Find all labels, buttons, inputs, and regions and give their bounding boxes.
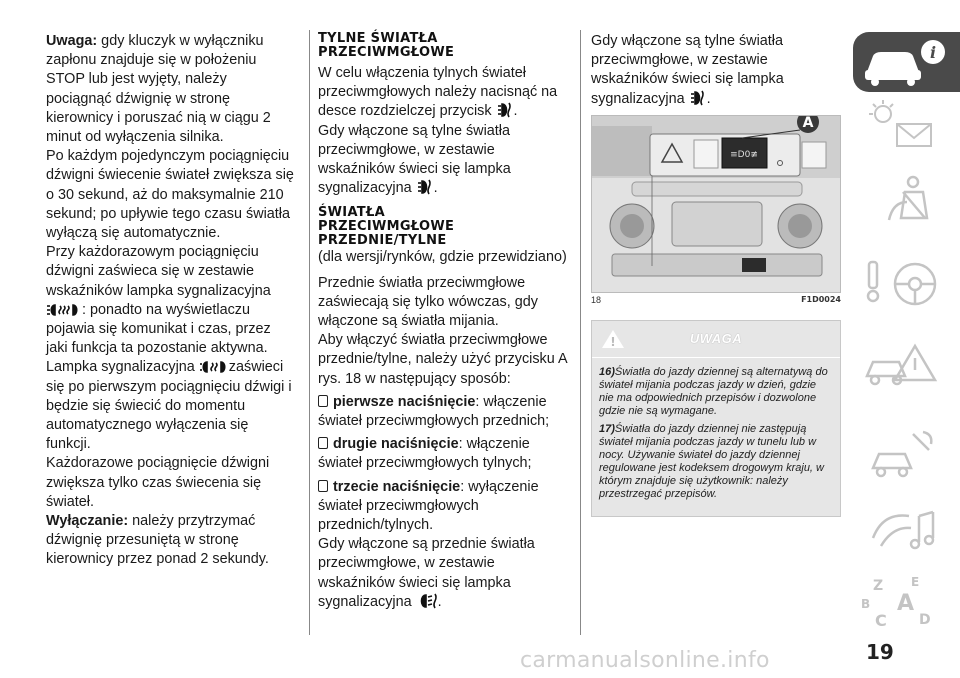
- front-fog-paragraph: Przednie światła przeciwmgłowe zaświecają się tylko wówczas, gdy włączone są światła mijania.: [318, 274, 538, 330]
- tab-lights[interactable]: [853, 98, 960, 158]
- figure-number: 18: [591, 294, 602, 305]
- light-message-icon: [853, 98, 960, 162]
- section-heading-front-rear-fog: ŚWIATŁA PRZECIWMGŁOWE PRZEDNIE/TYLNE: [318, 205, 455, 249]
- column-left: [46, 32, 296, 570]
- bullet-icon: [318, 437, 328, 449]
- section-heading-rear-fog: TYLNE ŚWIATŁA PRZECIWMGŁOWE: [318, 31, 455, 60]
- rear-fog-icon: [416, 179, 434, 195]
- rear-fog-icon: [496, 102, 514, 118]
- watermark: carmanualsonline.info: [520, 648, 770, 673]
- music-icon: [853, 502, 960, 566]
- bullet-icon: [318, 395, 328, 407]
- warning-title: UWAGA: [689, 331, 743, 347]
- chapter-sidebar: [853, 32, 960, 630]
- uwaga-paragraph: Uwaga: gdy kluczyk w wyłączniku zapłonu znajduje się w położeniu STOP lub jest wyjęty, należy pociągnąć dźwignię w stronę kierownicy i poruszać nią w ciągu 2 minut od wyłączenia silnika.: [46, 33, 271, 146]
- steering-key-icon: [853, 252, 960, 316]
- warning-item: 17)Światła do jazdy dziennej nie zastępują świateł mijania podczas jazdy w tunelu lub w nocy. Używanie świateł do jazdy dziennej regulowane jest kodeksem drogowym kraju, w którym znajduje się użytkownik: należy przestrzegać przepisów.: [599, 422, 824, 500]
- svg-text:i: i: [929, 43, 937, 62]
- uwaga-label: Uwaga:: [46, 33, 98, 49]
- pull-paragraph: Każdorazowe pociągnięcie dźwigni zwiększa tylko czas świecenia się świateł.: [46, 455, 270, 510]
- tab-driving[interactable]: [853, 252, 960, 312]
- follow-me-lamp-icon: [46, 303, 82, 317]
- svg-text:D: D: [919, 612, 931, 628]
- figure-code: F1D0024: [801, 294, 841, 304]
- dashboard-figure: [591, 115, 841, 293]
- front-fog-icon: [416, 593, 438, 609]
- svg-text:A: A: [897, 591, 915, 616]
- svg-text:!: !: [610, 334, 616, 349]
- version-note: (dla wersji/rynków, gdzie przewidziano): [318, 249, 567, 266]
- front-fog-lamp-paragraph: Gdy włączone są przednie światła przeciwmgłowe, w zestawie wskaźników świeci się lampka sygnalizacyjna .: [318, 536, 535, 610]
- svg-text:≡D0≢: ≡D0≢: [730, 149, 758, 160]
- warning-car-icon: [853, 332, 960, 396]
- indicator-paragraph: Przy każdorazowym pociągnięciu dźwigni zaświeca się w zestawie wskaźników lampka sygnalizacyjna : ponadto na wyświetlaczu pojawia się komunikat i czas, przez jaki funkcja ta pozostanie aktywna.: [46, 244, 271, 357]
- rear-fog-lamp-paragraph: Gdy włączone są tylne światła przeciwmgłowe, w zestawie wskaźników świeci się lampka sygnalizacyjna .: [318, 122, 511, 197]
- follow-me-lamp-icon: [199, 360, 229, 374]
- svg-text:C: C: [875, 611, 887, 630]
- rear-fog-lamp-paragraph: Gdy włączone są tylne światła przeciwmgłowe, w zestawie wskaźników świeci się lampka sygnalizacyjna .: [591, 33, 784, 107]
- tab-multimedia[interactable]: [853, 502, 960, 562]
- tab-emergency[interactable]: [853, 332, 960, 392]
- off-paragraph: Wyłączanie: należy przytrzymać dźwignię przesuniętą w stronę kierownicy przez ponad 2 sekundy.: [46, 513, 269, 568]
- figure-caption: [591, 295, 841, 305]
- alphabet-index-icon: [853, 572, 960, 632]
- list-item: trzecie naciśnięcie: wyłączenie świateł przeciwmgłowych przednich/tylnych.: [318, 478, 539, 534]
- warning-item: 16)Światła do jazdy dziennej są alternatywą do świateł mijania podczas jazdy w dzień, gdzie nie ma odpowiednich przepisów i dozwolone gdzie nie są wymagane.: [599, 365, 828, 417]
- warning-box: [591, 320, 841, 517]
- button-a-paragraph: Aby włączyć światła przeciwmgłowe przednie/tylne, należy użyć przycisku A rys. 18 w następujący sposób:: [318, 332, 567, 387]
- svg-text:Z: Z: [873, 578, 884, 594]
- column-divider-left: [309, 30, 310, 635]
- warning-triangle-icon: [600, 328, 626, 355]
- column-divider-right: [580, 30, 581, 635]
- timer-paragraph: Po każdym pojedynczym pociągnięciu dźwigni świecenie świateł zwiększa się o 30 sekund, aż do maksymalnie 210 sekund; po upływie tego czasu światła wyłączą się automatycznie.: [46, 148, 294, 242]
- rear-fog-icon: [689, 90, 707, 106]
- column-right: [591, 32, 841, 517]
- tab-maintenance[interactable]: [853, 422, 960, 482]
- svg-text:E: E: [911, 575, 920, 589]
- bullet-icon: [318, 480, 328, 492]
- page-number: 19: [866, 640, 894, 664]
- warning-header: [592, 321, 840, 358]
- wrench-car-icon: [853, 422, 960, 486]
- tab-index[interactable]: [853, 572, 960, 632]
- tab-car-info[interactable]: [853, 32, 960, 92]
- svg-text:B: B: [861, 597, 871, 611]
- list-item: pierwsze naciśnięcie: włączenie świateł przeciwmgłowych przednich;: [318, 393, 550, 430]
- car-info-icon: [853, 32, 960, 92]
- tab-safety[interactable]: [853, 172, 960, 232]
- figure-label-a: A: [802, 115, 814, 131]
- rear-fog-on-paragraph: W celu włączenia tylnych świateł przeciwmgłowych należy nacisnąć na desce rozdzielczej przycisk .: [318, 65, 558, 120]
- column-middle: [318, 32, 568, 612]
- dashboard-illustration: [592, 116, 840, 292]
- off-label: Wyłączanie:: [46, 513, 129, 530]
- lamp-paragraph: Lampka sygnalizacyjna zaświeci się po pierwszym pociągnięciu dźwigi i będzie się świecić do momentu automatycznego wyłączenia się funkcji.: [46, 359, 292, 453]
- seatbelt-icon: [853, 172, 960, 236]
- warning-body: [592, 358, 840, 516]
- list-item: drugie naciśnięcie: włączenie świateł przeciwmgłowych tylnych;: [318, 436, 532, 472]
